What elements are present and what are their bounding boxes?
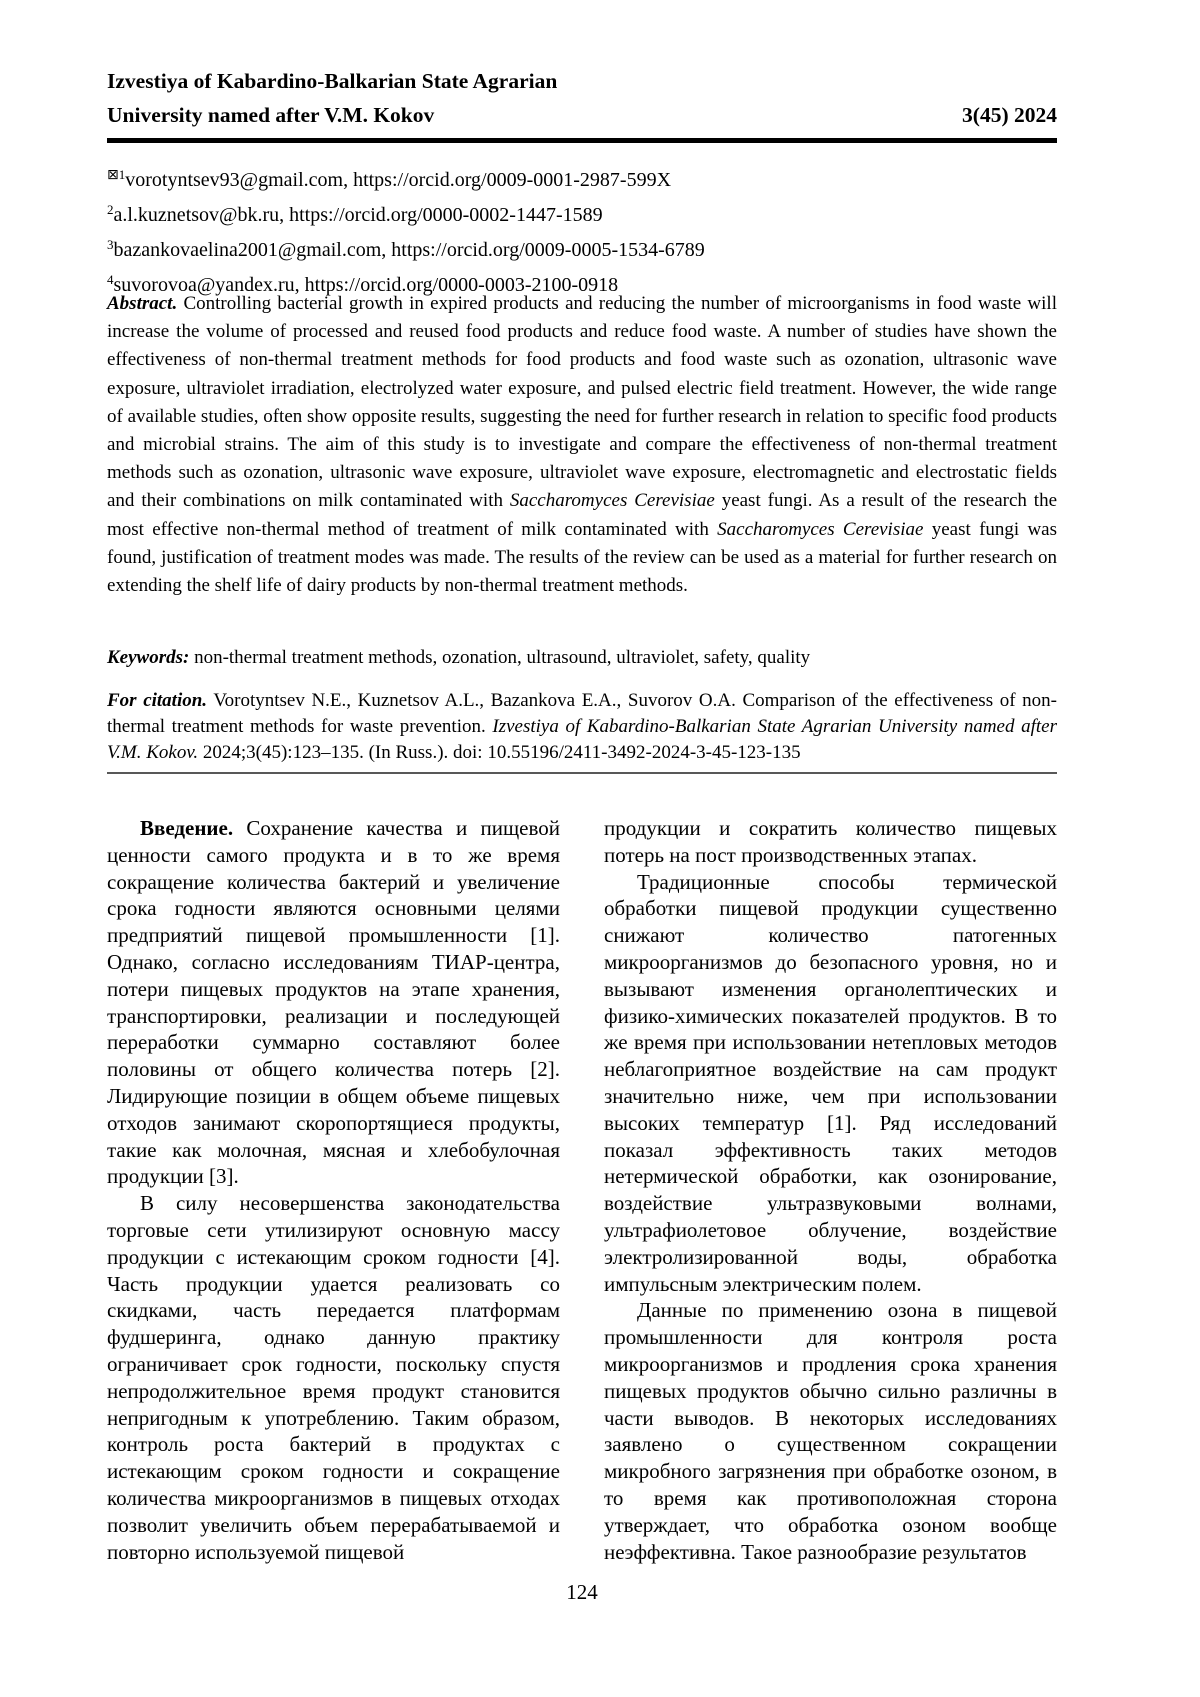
issue-number: 3(45) 2024 [962,103,1057,127]
contact-line [107,195,1057,230]
contact-text: a.l.kuznetsov@bk.ru, https://orcid.org/0000-0002-1447-1589 [113,204,603,226]
continued-paragraph: продукции и сократить количество пищевых потерь на пост производственных этапах. [604,816,1057,867]
contact-text: suvorovoa@yandex.ru, https://orcid.org/0000-0003-2100-0918 [113,274,619,296]
keywords-paragraph [107,645,1057,671]
footnote-marker: 4 [107,272,114,287]
contact-line [107,160,1057,195]
intro-heading: Введение. [140,816,234,840]
body-columns [107,815,1057,1565]
journal-title-line1: Izvestiya of Kabardino-Balkarian State Agrarian [107,69,558,93]
header-divider [107,138,1057,143]
species-name: Saccharomyces Cerevisiae [717,518,924,540]
contact-text: bazankovaelina2001@gmail.com, https://orcid.org/0009-0005-1534-6789 [113,239,705,261]
citation-paragraph [107,688,1057,766]
abstract-text: yeast fungi was found, justification of treatment modes was made. The results of the review can be used as a material for further research on extending the shelf life of dairy products by non-thermal treatment methods. [107,518,1058,597]
envelope-icon: ⊠ [107,167,119,183]
page-number: 124 [566,1580,598,1604]
contact-line [107,230,1057,265]
body-paragraph: Данные по применению озона в пищевой промышленности для контроля роста микроорганизмов и продления срока хранения пищевых продуктов обычно сильно различны в части выводов. В некоторых исследованиях заявлено о существенном сокращении микробного загрязнения при обработке озоном, в то время как противоположная сторона утверждает, что обработка озоном вообще неэффективна. Такое разнообразие результатов [604,1298,1057,1564]
journal-header [107,64,1057,132]
paragraph-text: Сохранение качества и пищевой ценности самого продукта и в то же время сокращение количества бактерий и увеличение срока годности являются основными целями предприятий пищевой промышленности [1]. Однако, согласно исследованиям ТИАР-центра, потери пищевых продуктов на этапе хранения, транспортировки, реализации и последующей переработки суммарно составляют более половины от общего количества потерь [2]. Лидирующие позиции в общем объеме пищевых отходов занимают скоропортящиеся продукты, такие как молочная, мясная и хлебобулочная продукции [3]. [107,816,560,1189]
section-divider [107,772,1057,774]
citation-journal-name: Izvestiya of Kabardino-Balkarian State Agrarian University named after V.M. Kokov. [107,716,1057,763]
author-contacts [107,160,1057,300]
body-paragraph: Традиционные способы термической обработки пищевой продукции существенно снижают количество патогенных микроорганизмов до безопасного уровня, но и вызывают изменения органолептических и физико-химических показателей продуктов. В то же время при использовании нетепловых методов неблагоприятное воздействие на сам продукт значительно ниже, чем при использовании высоких температур [1]. Ряд исследований показал эффективность таких методов нетермической обработки, как озонирование, воздействие ультразвуковыми волнами, ультрафиолетовое облучение, воздействие электролизированной воды, обработка импульсным электрическим полем. [604,869,1057,1296]
citation-text: 2024;3(45):123–135. (In Russ.). doi: 10.55196/2411-3492-2024-3-45-123-135 [198,742,801,763]
abstract-text: yeast fungi. As a result of the research the most effective non-thermal method of treatment of milk contaminated with [107,490,1058,540]
footnote-marker: 1 [118,167,126,182]
abstract-label: Abstract. [107,293,178,314]
abstract-text: Controlling bacterial growth in expired products and reducing the number of microorganisms in food waste will increase the volume of processed and reused food products and reduce food waste. A number of studies have shown the effectiveness of non-thermal treatment methods for food products and food waste such as ozonation, ultrasonic wave exposure, ultraviolet irradiation, electrolyzed water exposure, and pulsed electric field treatment. However, the wide range of available studies, often show opposite results, suggesting the need for further research in relation to specific food products and microbial strains. The aim of this study is to investigate and compare the effectiveness of non-thermal treatment methods such as ozonation, ultrasonic wave exposure, ultraviolet wave exposure, electromagnetic and electrostatic fields and their combinations on milk contaminated with [107,293,1057,512]
abstract-paragraph [107,290,1057,600]
intro-paragraph [107,815,560,1190]
contact-text: vorotyntsev93@gmail.com, https://orcid.org/0009-0001-2987-599X [125,169,672,191]
footnote-marker: 2 [107,202,114,217]
species-name: Saccharomyces Cerevisiae [509,490,715,512]
journal-header-row2 [107,98,1057,132]
citation-text: Vorotyntsev N.E., Kuznetsov A.L., Bazankova E.A., Suvorov O.A. Comparison of the effectiveness of non-thermal treatment methods for waste prevention. [107,690,1057,737]
left-column [107,815,560,1565]
right-column [604,815,1057,1565]
body-paragraph: В силу несовершенства законодательства торговые сети утилизируют основную массу продукции с истекающим сроком годности [4]. Часть продукции удается реализовать со скидками, часть передается платформам фудшеринга, однако данную практику ограничивает срок годности, поскольку спустя непродолжительное время продукт становится непригодным к употреблению. Таким образом, контроль роста бактерий в продуктах с истекающим сроком годности и сокращение количества микроорганизмов в пищевых отходах позволит увеличить объем перерабатываемой и повторно используемой пищевой [107,1191,560,1564]
citation-label: For citation. [107,690,208,711]
journal-title-line2: University named after V.M. Kokov [107,103,435,127]
keywords-label: Keywords: [107,647,190,668]
keywords-text: non-thermal treatment methods, ozonation, ultrasound, ultraviolet, safety, quality [189,647,811,668]
footnote-marker: 3 [107,237,114,252]
